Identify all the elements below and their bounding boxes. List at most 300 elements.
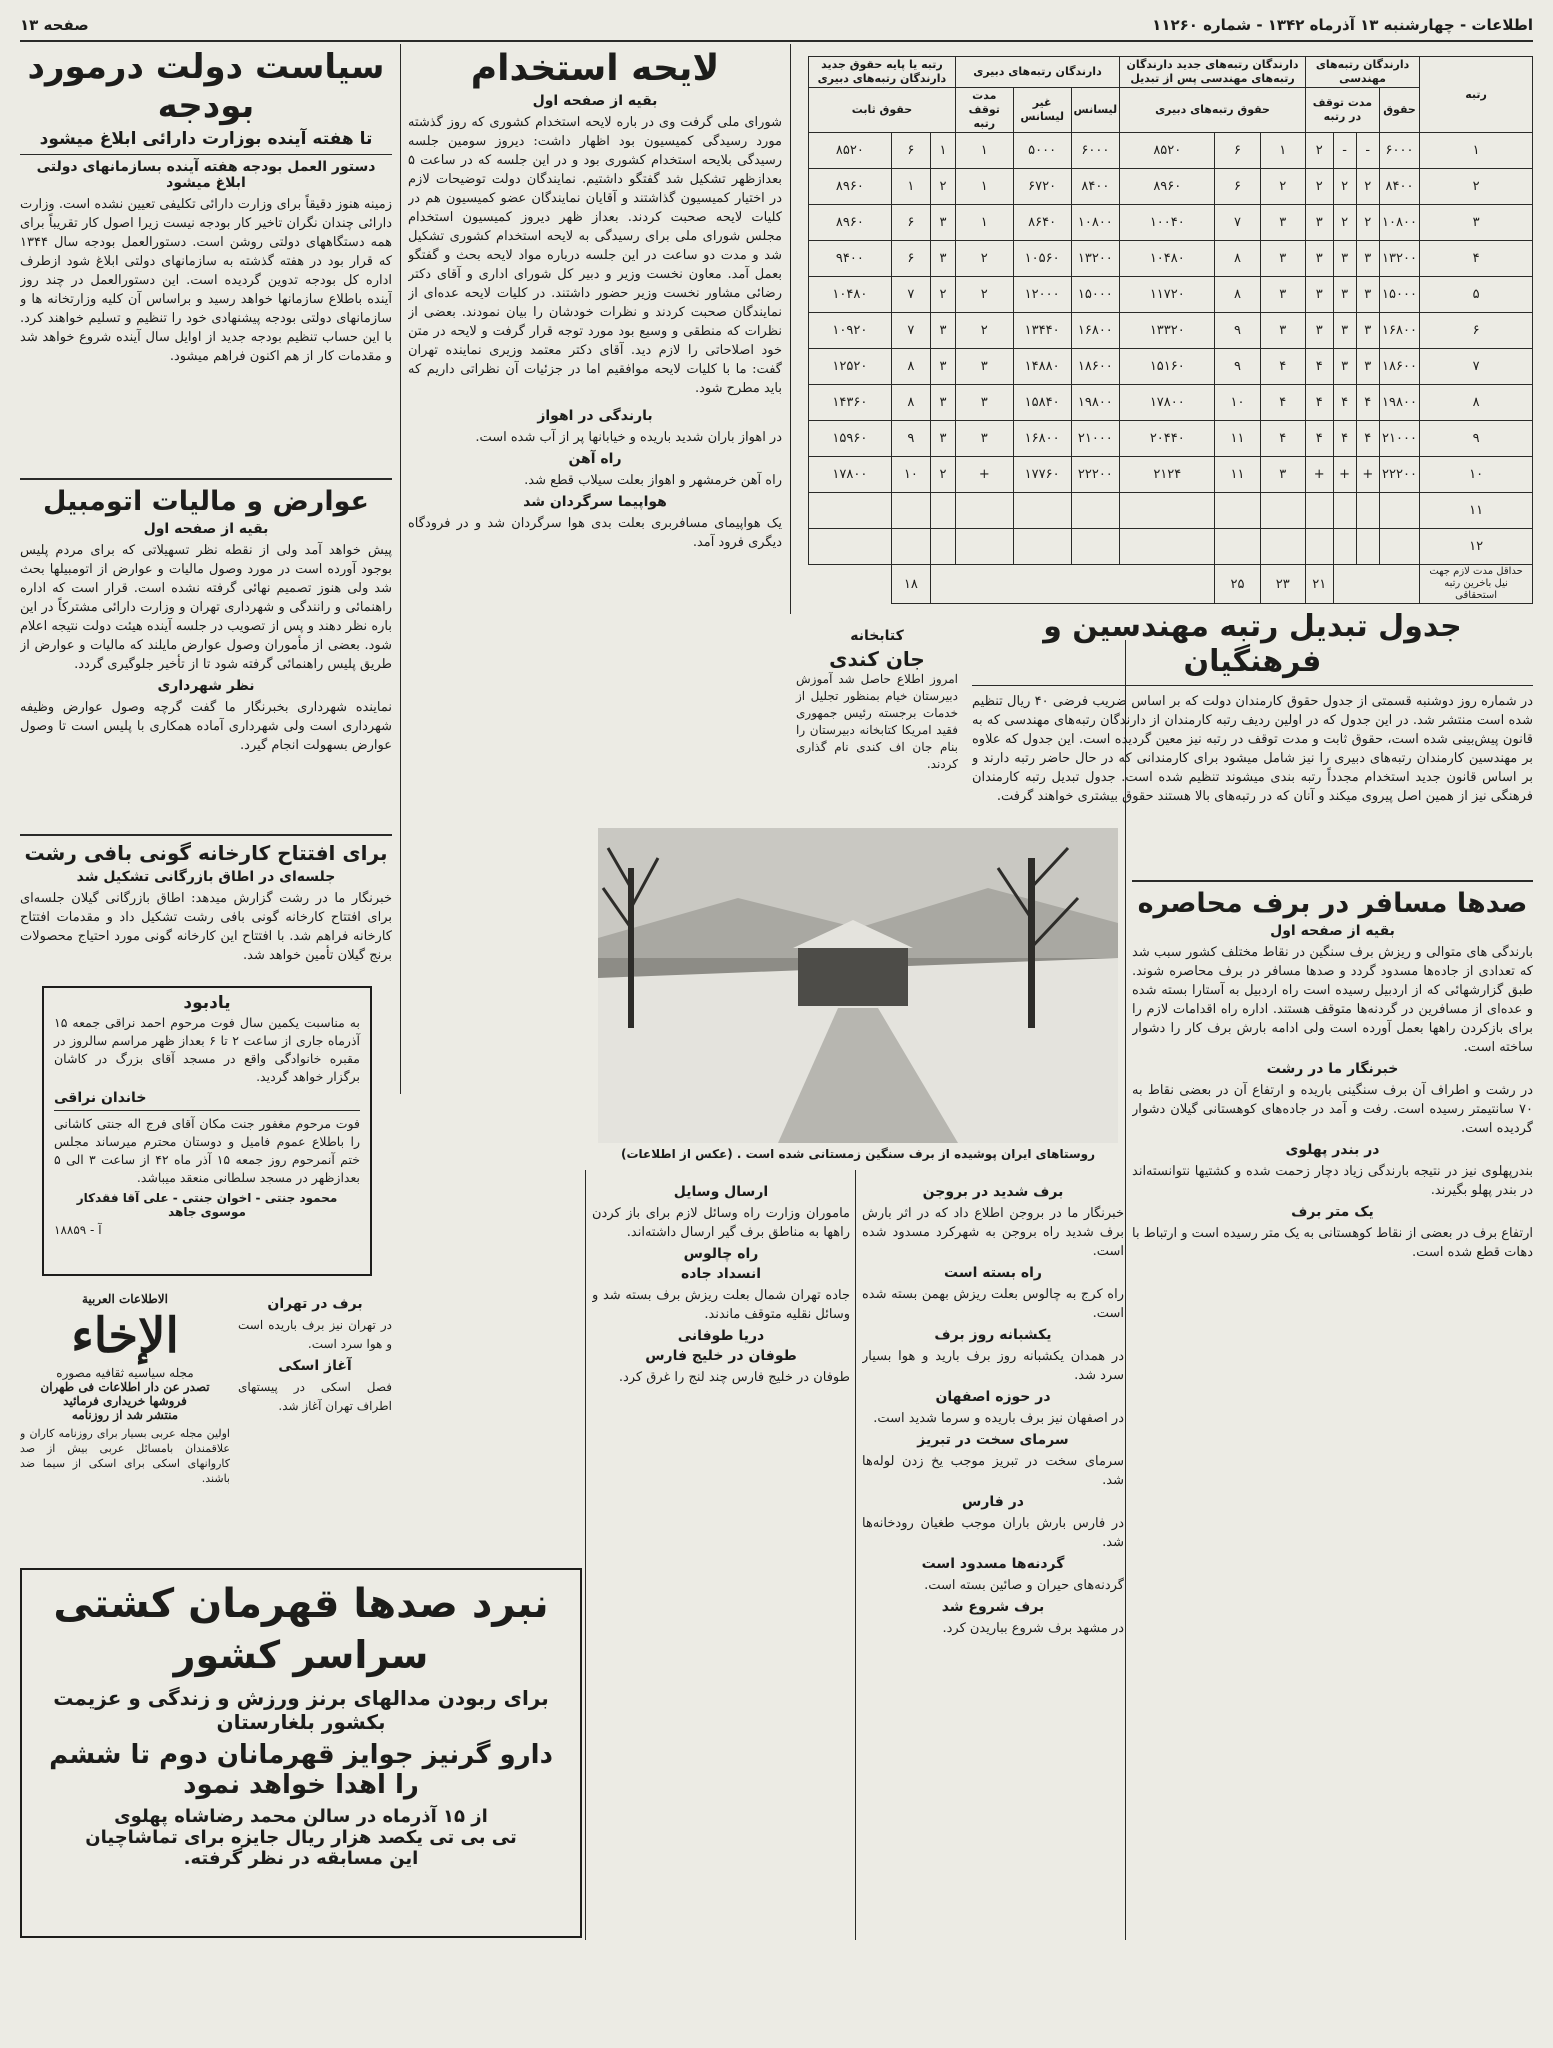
table-cell: ۳: [1305, 277, 1333, 313]
table-cell: ۸۹۶۰: [809, 169, 892, 205]
mid-column: [862, 1180, 1124, 1940]
auto-subhead: نظر شهرداری: [157, 678, 255, 695]
memorial-family: خاندان نراقی: [54, 1089, 147, 1106]
budget-headline: سیاست دولت درمورد بودجه: [27, 48, 385, 127]
table-cell: [1120, 529, 1215, 565]
table-cell: [1013, 529, 1071, 565]
railway-body: راه آهن خرمشهر و اهواز بعلت سیلاب قطع شد.: [524, 473, 782, 489]
table-cell: ۳: [931, 241, 956, 277]
sea-storm-subhead: دریا طوفانی: [677, 1328, 765, 1344]
auto-headline: عوارض و مالیات اتومبیل: [43, 486, 369, 517]
table-cell: ۲۲۲۰۰: [1379, 457, 1419, 493]
kennedy-name: جان کندی: [829, 647, 925, 671]
wrestling-line-7: این مسابقه در نظر گرفته.: [183, 1848, 419, 1869]
table-cell: ۶۰۰۰: [1379, 133, 1419, 169]
table-cell: ۷: [1420, 349, 1533, 385]
table-row: [809, 493, 1533, 529]
table-cell: ۱۶۸۰۰: [1013, 421, 1071, 457]
passes-subhead: گردنه‌ها مسدود است: [921, 1556, 1065, 1572]
table-cell: ۳: [955, 385, 1013, 421]
table-cell: [809, 529, 892, 565]
table-cell: ۴: [1356, 385, 1379, 421]
sending-equipment-body: ماموران وزارت راه وسائل لازم برای باز کردن راهها به مناطق برف گیر ارسال داشته‌اند.: [592, 1206, 850, 1240]
table-row: [809, 385, 1533, 421]
table-cell: +: [955, 457, 1013, 493]
hundreds-body: بارندگی های متوالی و ریزش برف سنگین در نقاط مختلف کشور سبب شد که تعدادی از جاده‌ها مسدود گردد و صدها مسافر در برف محاصره شوند. طبق گزارشهائی که از اردبیل رسیده است راه اردبیل به آستارا بسته شده و عده‌ای از مسافرین در گردنه‌ها متوقف هستند. اداره راه اقدامات لازم را برای بازکردن راهها بعمل آورده است ولی ادامه بارش برف کار را دشوار ساخته است.: [1132, 945, 1533, 1056]
plane-body: یک هواپیمای مسافربری بعلت بدی هوا سرگردان شد و در فرودگاه دیگری فرود آمد.: [408, 516, 782, 551]
table-cell: ۲: [955, 313, 1013, 349]
table-cell: ۱۷۷۶۰: [1013, 457, 1071, 493]
snow-start-body: در مشهد برف شروع بباریدن کرد.: [942, 1621, 1124, 1636]
factory-article: [20, 834, 392, 974]
table-cell: ۵۰۰۰: [1013, 133, 1071, 169]
table-cell: ۱۵۱۶۰: [1120, 349, 1215, 385]
table-cell: ۱۰۰۴۰: [1120, 205, 1215, 241]
table-cell: ۸۵۲۰: [809, 133, 892, 169]
rasht-subhead: خبرنگار ما در رشت: [1266, 1061, 1399, 1078]
passes-body: گردنه‌های حیران و صائین بسته است.: [924, 1578, 1124, 1593]
table-cell: ۳: [1356, 277, 1379, 313]
budget-subhead: تا هفته آینده بوزارت دارائی ابلاغ میشود: [20, 130, 392, 155]
table-cell: ۱۰: [891, 457, 930, 493]
ikha-note: اولین مجله عربی بسیار برای روزنامه کاران و علاقمندان بامسائل عربی بیش از صد کاروانهای اسکی برای اسکی از سیما ضد باشند.: [20, 1427, 230, 1485]
table-cell: ۶: [891, 241, 930, 277]
table-footer-label: حداقل مدت لازم جهت نیل باخرین رتبه استحقاقی: [1420, 565, 1533, 604]
table-cell: -: [1333, 133, 1356, 169]
ahvaz-body: در اهواز باران شدید باریده و خیابانها پر از آب شده است.: [475, 430, 782, 446]
masthead-paper: اطلاعات - چهارشنبه ۱۳ آذرماه ۱۳۴۲ - شماره ۱۱۲۶۰: [1152, 16, 1533, 34]
table-cell: ۸۶۴۰: [1013, 205, 1071, 241]
table-cell: ۲: [1305, 133, 1333, 169]
table-cell: [931, 493, 956, 529]
table-footer-val: ۲۳: [1260, 565, 1305, 604]
memorial-body: به مناسبت یکمین سال فوت مرحوم احمد نراقی جمعه ۱۵ آذرماه جاری از ساعت ۲ تا ۶ بعداز ظهر مراسم سالروز در مقبره خانوادگی واقع در مسجد آقای بزرگ در کاشان برگزار خواهد گردید.: [54, 1014, 360, 1084]
col-rank: رتبه: [1420, 57, 1533, 133]
table-cell: [1356, 529, 1379, 565]
road-closed-body: راه کرج به چالوس بعلت ریزش بهمن بسته شده است.: [862, 1287, 1124, 1321]
table-cell: [1013, 493, 1071, 529]
table-cell: ۱: [1260, 133, 1305, 169]
table-cell: ۷: [891, 277, 930, 313]
gulf-storm-body: طوفان در خلیج فارس چند لنج را غرق کرد.: [618, 1370, 850, 1385]
factory-body: خبرنگار ما در رشت گزارش میدهد: اطاق بازرگانی گیلان جلسه‌ای برای افتتاح کارخانه گونی بافی رشت تشکیل داد و مقدمات افتتاح کارخانه فراهم شد. با افتتاح این کارخانه گونی مورد احتیاج محصولات برنج گیلان تأمین خواهد شد.: [20, 891, 392, 963]
salary-table-grid: [808, 56, 1533, 604]
table-cell: ۱۵۰۰۰: [1071, 277, 1120, 313]
memorial-sign: محمود جنتی - اخوان جنتی - علی آقا فقدکار موسوی جاهد: [76, 1190, 338, 1219]
table-row: [809, 349, 1533, 385]
hiring-headline: لایحه استخدام: [470, 48, 720, 89]
table-cell: ۷: [891, 313, 930, 349]
plane-subhead: هواپیما سرگردان شد: [523, 494, 667, 511]
gulf-storm-subhead: طوفان در خلیج فارس: [645, 1348, 797, 1364]
table-cell: ۱۱: [1215, 421, 1260, 457]
table-cell: ۱: [955, 133, 1013, 169]
table-cell: ۱: [891, 169, 930, 205]
rasht-body: در رشت و اطراف آن برف سنگینی باریده و ارتفاع آن در بعضی نقاط به ۷۰ سانتیمتر رسیده است. رفت و آمد در جاده‌های کوهستانی گیلان دشوار گردیده است.: [1132, 1083, 1533, 1137]
day-snow-body: در همدان یکشبانه روز برف بارید و هوا بسیار سرد شد.: [862, 1349, 1124, 1383]
table-cell: [955, 493, 1013, 529]
table-cell: ۱۷۸۰۰: [809, 457, 892, 493]
table-cell: ۱۹۸۰۰: [1379, 385, 1419, 421]
table-cell: ۳: [931, 421, 956, 457]
ikha-line2: تصدر عن دار اطلاعات فی طهران: [40, 1380, 210, 1394]
table-cell: ۵: [1420, 277, 1533, 313]
auto-body-2: نماینده شهرداری بخبرنگار ما گفت گرچه وصول عوارض وظیفه شهرداری است ولی شهرداری آماده همکاری با پلیس است تا وصول عوارض بسهولت انجام گیرد.: [20, 700, 392, 754]
table-cell: [1071, 493, 1120, 529]
table-cell: [1215, 529, 1260, 565]
chalus-subhead: راه چالوس: [683, 1246, 759, 1262]
memorial-code: آ - ۱۸۸۵۹: [54, 1222, 102, 1237]
conversion-headline: جدول تبدیل رتبه مهندسین و فرهنگیان: [972, 610, 1533, 686]
table-cell: [809, 493, 892, 529]
table-cell: ۴: [1356, 421, 1379, 457]
col-bachelor: لیسانس: [1071, 88, 1120, 133]
table-cell: ۱۰۸۰۰: [1379, 205, 1419, 241]
column-divider: [400, 44, 401, 1094]
table-cell: ۳: [1260, 205, 1305, 241]
table-cell: ۳: [1260, 313, 1305, 349]
ahvaz-subhead: بارندگی در اهواز: [537, 408, 653, 425]
kennedy-label: کتابخانه: [850, 628, 904, 644]
table-cell: [891, 529, 930, 565]
auto-article: [20, 478, 392, 820]
snow-photo-caption: روستاهای ایران پوشیده از برف سنگین زمستانی شده است . (عکس از اطلاعات): [620, 1147, 1096, 1161]
isfahan-body: در اصفهان نیز برف باریده و سرما شدید است.: [873, 1411, 1124, 1426]
table-cell: ۶: [891, 133, 930, 169]
group-2-header: دارندگان رتبه‌های جدید دارندگان رتبه‌های مهندسی پس از تبدیل: [1120, 57, 1306, 88]
table-cell: ۱۴۳۶۰: [809, 385, 892, 421]
table-cell: ۶: [891, 205, 930, 241]
masthead-rule: [20, 40, 1533, 42]
table-cell: ۳: [1333, 313, 1356, 349]
wrestling-line-6: تی بی تی یکصد هزار ریال جایزه برای تماشاچیان: [85, 1827, 517, 1848]
memorial-divider: [54, 1110, 360, 1111]
table-cell: ۱۹۸۰۰: [1071, 385, 1120, 421]
table-cell: ۳: [1305, 241, 1333, 277]
table-cell: ۸: [891, 349, 930, 385]
table-cell: ۱۴۸۸۰: [1013, 349, 1071, 385]
table-cell: ۸۴۰۰: [1071, 169, 1120, 205]
col-stay-rank: مدت توقف رتبه: [955, 88, 1013, 133]
fars-body: در فارس بارش باران موجب طغیان رودخانه‌ها شد.: [862, 1516, 1124, 1550]
masthead: [20, 14, 1533, 40]
table-cell: [955, 529, 1013, 565]
table-cell: ۱۵۰۰۰: [1379, 277, 1419, 313]
col-salary: حقوق: [1379, 88, 1419, 133]
day-snow-subhead: یکشبانه روز برف: [934, 1327, 1052, 1343]
kennedy-body: امروز اطلاع حاصل شد آموزش دبیرستان خیام بمنظور تجلیل از خدمات برجسته رئیس جمهوری فقید امریکا کتابخانه دبیرستان را بنام جان اف کندی نام گذاری کردند.: [796, 672, 958, 771]
table-cell: ۸: [1215, 277, 1260, 313]
ikha-top: الاطلاعات العربیة: [82, 1292, 168, 1306]
table-cell: ۳: [1305, 313, 1333, 349]
table-cell: ۴: [1260, 349, 1305, 385]
column-divider: [855, 1170, 856, 1940]
table-footer-val: ۱۸: [891, 565, 930, 604]
table-cell: ۱۰: [1420, 457, 1533, 493]
table-cell: ۱۲: [1420, 529, 1533, 565]
table-cell: ۲: [1260, 169, 1305, 205]
hundreds-lead: بقیه از صفحه اول: [1270, 923, 1395, 940]
ski-body: فصل اسکی در پیستهای اطراف تهران آغاز شد.: [238, 1380, 392, 1413]
col-fixed-salary: حقوق ثابت: [809, 88, 956, 133]
table-cell: ۱: [931, 133, 956, 169]
table-cell: ۱۵۸۴۰: [1013, 385, 1071, 421]
table-cell: ۴: [1260, 385, 1305, 421]
table-cell: ۹۴۰۰: [809, 241, 892, 277]
table-cell: ۲۱۲۴: [1120, 457, 1215, 493]
table-cell: ۴: [1305, 421, 1333, 457]
table-cell: ۱۳۲۰۰: [1379, 241, 1419, 277]
table-cell: ۱۰۴۸۰: [809, 277, 892, 313]
table-cell: ۱۰۴۸۰: [1120, 241, 1215, 277]
table-row: [809, 169, 1533, 205]
col-g2: حقوق رتبه‌های دبیری: [1120, 88, 1306, 133]
ikha-line4: منتشر شد از روزنامه: [71, 1408, 179, 1422]
sending-equipment-subhead: ارسال وسایل: [673, 1184, 769, 1200]
ikha-logo: الإخاء: [71, 1308, 179, 1364]
group-4-header: رتبه یا پایه حقوق جدید دارندگان رتبه‌های دبیری: [809, 57, 956, 88]
table-cell: ۳: [931, 313, 956, 349]
snow-start-subhead: برف شروع شد: [941, 1599, 1045, 1615]
wrestling-headline-1: نبرد صدها قهرمان کشتی: [53, 1581, 549, 1627]
table-cell: ۳: [955, 421, 1013, 457]
table-cell: [1260, 529, 1305, 565]
table-cell: ۱۰۹۲۰: [809, 313, 892, 349]
table-cell: ۶۰۰۰: [1071, 133, 1120, 169]
budget-deck: دستور العمل بودجه هفته آینده بسازمانهای دولتی ابلاغ میشود: [36, 158, 376, 191]
table-row: [809, 241, 1533, 277]
pahlavi-body: بندرپهلوی نیز در نتیجه بارندگی زیاد دچار زحمت شده و کشتیها نتوانسته‌اند در بندر پهلو بگیرند.: [1132, 1164, 1533, 1199]
pahlavi-subhead: در بندر پهلوی: [1285, 1142, 1380, 1159]
wrestling-line-4: را اهدا خواهد نمود: [183, 1770, 419, 1800]
hundreds-headline: صدها مسافر در برف محاصره: [1132, 880, 1533, 919]
one-meter-body: ارتفاع برف در بعضی از نقاط کوهستانی به یک متر رسیده است و ارتباط با دهات قطع شده است.: [1132, 1226, 1533, 1261]
table-cell: ۴: [1333, 421, 1356, 457]
table-cell: ۳: [1356, 349, 1379, 385]
table-cell: ۲۱۰۰۰: [1071, 421, 1120, 457]
hundreds-article: [1132, 880, 1533, 1940]
table-cell: ۱۶۸۰۰: [1379, 313, 1419, 349]
table-cell: [891, 493, 930, 529]
table-cell: ۲: [931, 277, 956, 313]
table-cell: [1260, 493, 1305, 529]
table-cell: ۲: [931, 457, 956, 493]
table-cell: ۲۰۴۴۰: [1120, 421, 1215, 457]
table-cell: [1120, 493, 1215, 529]
table-cell: ۱: [1420, 133, 1533, 169]
right-mid-column-2: [238, 1292, 392, 1552]
table-cell: ۴: [1260, 421, 1305, 457]
road-closed-subhead: راه بسته است: [944, 1265, 1042, 1281]
wrestling-line-1: برای ربودن مدالهای برنز ورزش و زندگی و عزیمت: [53, 1686, 549, 1710]
table-cell: ۴: [1420, 241, 1533, 277]
table-cell: ۱۶۸۰۰: [1071, 313, 1120, 349]
table-cell: -: [1356, 133, 1379, 169]
wrestling-line-3: دارو گرنیز جوایز قهرمانان دوم تا ششم: [49, 1740, 553, 1770]
budget-body: زمینه هنوز دقیقاً برای وزارت دارائی تکلیفی تعیین نشده است. وزارت دارائی چندان نگران تاخیر کار بودجه نیست زیرا اصول کار تقریباً برای همه دستگاههای دولتی روشن است. دستورالعمل بودجه سال ۱۳۴۴ که قرار بود در هفته گذشته به سازمانهای دولتی ابلاغ شود ازطرف اداره کل بودجه تدوین گردیده است. این دستورالعمل در چند روز آینده باطلاع سازمانها خواهد رسید و براساس آن کلیه وزارتخانه ها و سازمانهای دولتی بودجه پیشنهادی خود را تنظیم و تسلیم خواهند کرد. با این حساب تنظیم بودجه جدید از اوایل سال آینده شروع خواهد شد و مقدمات کار از هم اکنون فراهم میشود.: [20, 196, 392, 364]
table-cell: ۱۲۵۲۰: [809, 349, 892, 385]
table-cell: ۳: [931, 385, 956, 421]
auto-body: پیش خواهد آمد ولی از نقطه نظر تسهیلاتی که برای مردم پلیس بوجود آورده است در مورد وصول مالیات و عوارض از اتومبیلها بحث شد ولی هنوز تصمیم نهائی گرفته نشده است. قرار است که اداره راهنمائی و رانندگی و شهرداری تهران و وزارت دارائی مشترکاً در این باره نظر دهند و پس از تصویب در جلسه آینده هیئت دولت نتیجه اعلام شود. بعضی از مأموران وصول عوارض مایلند که مالیات و عوارض از طریق پلیس راهنمائی گرفته شود تا از تأخیر جلوگیری گردد.: [20, 543, 392, 673]
kennedy-box: [792, 620, 962, 820]
table-cell: ۲: [931, 169, 956, 205]
table-cell: ۴: [1333, 385, 1356, 421]
snow-photo-image: [598, 828, 1118, 1143]
table-cell: [1071, 529, 1120, 565]
table-cell: ۲: [1356, 205, 1379, 241]
table-cell: ۷: [1215, 205, 1260, 241]
column-divider: [585, 1170, 586, 1940]
table-cell: ۱۸۶۰۰: [1071, 349, 1120, 385]
table-cell: ۶: [1215, 133, 1260, 169]
ikha-desc: مجله سیاسیه ثقافیه مصوره: [56, 1366, 194, 1380]
auto-lead: بقیه از صفحه اول: [143, 521, 269, 538]
road-block-subhead: انسداد جاده: [680, 1266, 762, 1282]
conversion-body: در شماره روز دوشنبه قسمتی از جدول حقوق کارمندان دولت که بر اساس ضریب فرضی ۴۰ ریال تنظیم شده است منتشر شد. در این جدول که در اولین ردیف رتبه کارمندان از دارندگان رتبه‌های مهندسی که به قانون پیش‌بینی شده است، حقوق ثابت و مدت توقف در رتبه نیز معین گردیده است. این جدول که علاوه بر مهندسین کارمندان رتبه‌های دبیری را نیز شامل میشود برای کارمندانی که در حال حاضر رتبه دارند و بر اساس قانون جدید استخدام مجدداً رتبه بندی میشوند تنظیم شده است. جدول تبدیل رتبه کارمندان فرهنگی نیز از همین اصل پیروی میکند و آنان که در رتبه‌های بالا هستند حقوق بیشتری خواهند گرفت.: [972, 694, 1533, 804]
table-cell: ۳: [1333, 277, 1356, 313]
table-cell: ۱۲۰۰۰: [1013, 277, 1071, 313]
table-cell: ۹: [1420, 421, 1533, 457]
hiring-lead: بقیه از صفحه اول: [532, 93, 658, 110]
table-footer-val: ۲۱: [1305, 565, 1333, 604]
table-cell: ۹: [1215, 349, 1260, 385]
column-divider: [790, 44, 791, 614]
table-cell: ۲: [955, 277, 1013, 313]
table-cell: [931, 529, 956, 565]
table-cell: [1305, 493, 1333, 529]
table-cell: ۸۵۲۰: [1120, 133, 1215, 169]
budget-article: [20, 48, 392, 510]
table-row: [809, 457, 1533, 493]
wrestling-line-2: بکشور بلغارستان: [216, 1710, 386, 1734]
wrestling-headline-2: سراسر کشور: [173, 1633, 429, 1677]
ikha-line3: فروشها خریداری فرمائید: [63, 1394, 187, 1408]
table-cell: ۱۳۲۰۰: [1071, 241, 1120, 277]
table-cell: ۱۷۸۰۰: [1120, 385, 1215, 421]
borujen-body: خبرنگار ما در بروجن اطلاع داد که در اثر بارش برف شدید راه بروجن به شهرکرد مسدود شده است.: [862, 1206, 1124, 1259]
table-cell: ۱: [955, 205, 1013, 241]
table-cell: ۳: [1260, 277, 1305, 313]
table-cell: ۸۹۶۰: [809, 205, 892, 241]
lower-center-column: [592, 1180, 850, 1940]
table-cell: ۲۲۲۰۰: [1071, 457, 1120, 493]
table-cell: ۳: [1420, 205, 1533, 241]
table-cell: ۸۴۰۰: [1379, 169, 1419, 205]
salary-table: [808, 56, 1533, 604]
table-cell: ۲: [1305, 169, 1333, 205]
group-1-header: دارندگان رتبه‌های مهندسی: [1305, 57, 1419, 88]
table-cell: [1379, 493, 1419, 529]
table-cell: [1333, 529, 1356, 565]
table-cell: ۲: [1420, 169, 1533, 205]
table-cell: [1356, 493, 1379, 529]
table-footer-val: ۲۵: [1215, 565, 1260, 604]
road-block-body: جاده تهران شمال بعلت ریزش برف بسته شد و وسائل نقلیه متوقف ماندند.: [592, 1288, 850, 1322]
table-row: [809, 277, 1533, 313]
table-cell: ۳: [1356, 313, 1379, 349]
table-cell: ۹: [891, 421, 930, 457]
memorial-box: [42, 986, 372, 1276]
table-cell: +: [1333, 457, 1356, 493]
salary-table-body: [809, 133, 1533, 565]
table-cell: ۶: [1215, 169, 1260, 205]
table-cell: ۱۸۶۰۰: [1379, 349, 1419, 385]
table-cell: [1215, 493, 1260, 529]
masthead-page: صفحه ۱۳: [20, 16, 89, 34]
snow-tehran-subhead: برف در تهران: [267, 1296, 363, 1312]
wrestling-ad: [20, 1568, 582, 1938]
table-row: [809, 205, 1533, 241]
railway-subhead: راه آهن: [568, 451, 622, 468]
col-non-bachelor: غیر لیسانس: [1013, 88, 1071, 133]
table-cell: ۸۹۶۰: [1120, 169, 1215, 205]
table-row: [809, 529, 1533, 565]
table-cell: ۱۵۹۶۰: [809, 421, 892, 457]
table-cell: ۳: [931, 349, 956, 385]
ski-subhead: آغاز اسکی: [278, 1358, 352, 1374]
table-cell: ۳: [955, 349, 1013, 385]
table-cell: ۱۳۴۴۰: [1013, 313, 1071, 349]
table-cell: ۱۱: [1215, 457, 1260, 493]
table-cell: ۲: [955, 241, 1013, 277]
memorial-body-2: فوت مرحوم مغفور جنت مکان آقای فرج اله جنتی کاشانی را باطلاع عموم فامیل و دوستان محترم میرساند مجلس ختم آنمرحوم روز جمعه ۱۵ آذر ماه ۴۲ از ساعت ۳ الی ۵ بعدازظهر در مسجد سلطانی منعقد میباشد.: [54, 1115, 360, 1185]
table-cell: ۱۰۵۶۰: [1013, 241, 1071, 277]
snow-tehran-body: در تهران نیز برف باریده است و هوا سرد است.: [238, 1318, 392, 1351]
one-meter-subhead: یک متر برف: [1291, 1204, 1374, 1221]
table-cell: ۱۱۷۲۰: [1120, 277, 1215, 313]
table-cell: ۹: [1215, 313, 1260, 349]
table-cell: ۸: [1215, 241, 1260, 277]
table-cell: [1305, 529, 1333, 565]
factory-subhead: جلسه‌ای در اطاق بازرگانی تشکیل شد: [76, 869, 336, 885]
table-cell: +: [1305, 457, 1333, 493]
table-cell: ۳: [931, 205, 956, 241]
wrestling-line-5: از ۱۵ آذرماه در سالن محمد رضاشاه پهلوی: [114, 1806, 488, 1827]
table-cell: [1333, 493, 1356, 529]
table-cell: [1379, 529, 1419, 565]
col-stay: مدت توقف در رتبه: [1305, 88, 1379, 133]
group-3-header: دارندگان رتبه‌های دبیری: [955, 57, 1119, 88]
tabriz-subhead: سرمای سخت در تبریز: [917, 1432, 1069, 1448]
table-row: [809, 421, 1533, 457]
table-cell: ۳: [1305, 205, 1333, 241]
table-cell: ۴: [1305, 385, 1333, 421]
memorial-title: یادبود: [183, 993, 231, 1013]
table-cell: ۲: [1333, 169, 1356, 205]
table-cell: ۱۱: [1420, 493, 1533, 529]
table-cell: ۳: [1260, 241, 1305, 277]
borujen-subhead: برف شدید در بروجن: [922, 1184, 1064, 1200]
snow-photo: [598, 828, 1118, 1173]
tabriz-body: سرمای سخت در تبریز موجب یخ زدن لوله‌ها شد.: [862, 1454, 1124, 1488]
table-row: [809, 313, 1533, 349]
table-cell: +: [1356, 457, 1379, 493]
table-cell: ۲۱۰۰۰: [1379, 421, 1419, 457]
table-cell: ۳: [1356, 241, 1379, 277]
table-cell: ۲: [1356, 169, 1379, 205]
ikha-ad: [20, 1292, 230, 1504]
table-cell: ۳: [1260, 457, 1305, 493]
table-cell: ۱: [955, 169, 1013, 205]
table-cell: ۳: [1333, 241, 1356, 277]
table-cell: ۳: [1333, 349, 1356, 385]
table-cell: ۸: [1420, 385, 1533, 421]
table-cell: ۴: [1305, 349, 1333, 385]
table-cell: ۲: [1333, 205, 1356, 241]
table-cell: ۱۳۳۲۰: [1120, 313, 1215, 349]
isfahan-subhead: در حوزه اصفهان: [935, 1389, 1051, 1405]
hiring-body: شورای ملی گرفت وی در باره لایحه استخدام کشوری که روز گذشته مورد رسیدگی کمیسیون بود اظهار داشت: دیروز سومین جلسه رسیدگی بلایحه استخدام کشوری بود و در این جلسه که در ساعت ۵ بعدازظهر تشکیل شد گفتگو داشتیم. نمایندگان دولت توضیحات لازم در اختیار کمیسیون گذاشتند و آقایان نمایندگان عضو کمیسیون هم در کلیات لایحه صحبت کردند. بعداز ظهر دیروز کمیسیون استخدام مجلس شورای ملی برای رسیدگی به لایحه استخدام کشوری تشکیل شد و مدت دو ساعت در این جلسه درباره مواد لایحه بحث و گفتگو بعمل آمد. معاون نخست وزیر و دبیر کل شورای اداری و آقای دکتر رضائی مشاور نخست وزیر حضور داشتند. در کلیات لایحه عده‌ای از نمایندگان صحبت کردند و نظرات خودشان را بیان نمودند. بعضی از نظرات که منطقی و وسیع بود مورد توجه قرار گرفت و لایحه در متن خود اصلاحاتی را لازم دید. آقای دکتر معتمد وزیری نماینده تهران گفت: ما با کلیات لایحه موافقیم اما در جزئیات آن نظراتی داریم که باید مطرح شود.: [408, 115, 782, 397]
